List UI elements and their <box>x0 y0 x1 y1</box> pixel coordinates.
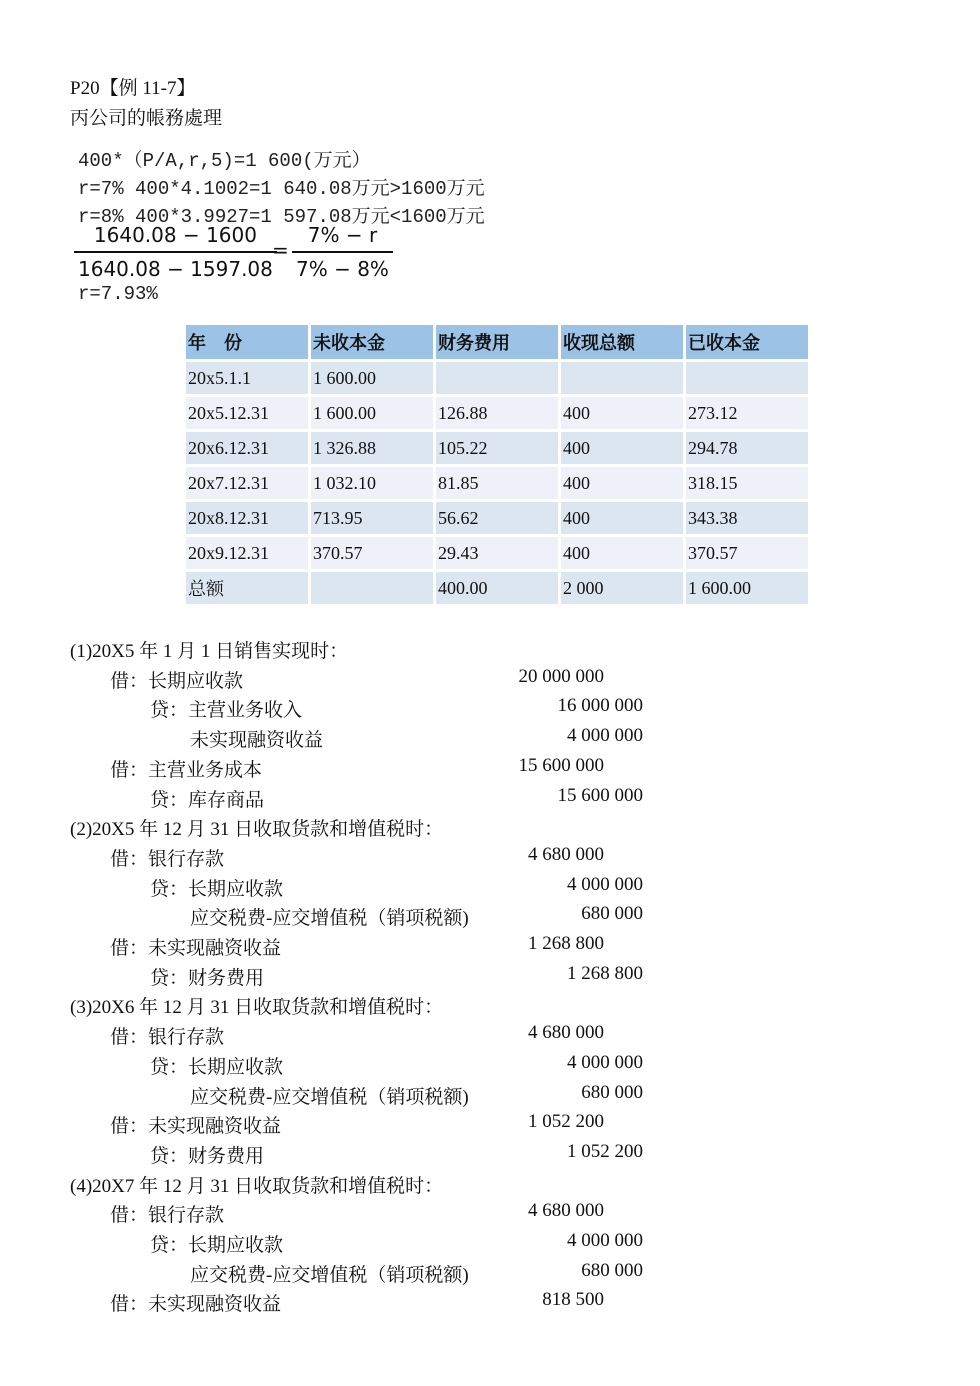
table-cell: 400 <box>561 432 683 464</box>
journal-account: 借：未实现融资收益 <box>110 1294 282 1315</box>
table-row <box>186 502 808 534</box>
credit-amount: 1 268 800 <box>567 963 643 984</box>
formula-left-fraction <box>74 222 277 282</box>
debit-amount: 1 052 200 <box>528 1111 604 1132</box>
table-cell: 20x5.1.1 <box>186 362 308 394</box>
table-cell: 20x9.12.31 <box>186 537 308 569</box>
credit-amount: 680 000 <box>581 1082 643 1103</box>
journal-account: 借：银行存款 <box>110 1027 225 1048</box>
journal-account: 应交税费-应交增值税（销项税额) <box>190 1087 469 1108</box>
table-cell: 20x8.12.31 <box>186 502 308 534</box>
formula-left-denominator: 1640.08 − 1597.08 <box>78 257 273 281</box>
table-cell: 1 600.00 <box>686 572 808 604</box>
column-header: 财务费用 <box>436 325 558 359</box>
credit-amount: 4 000 000 <box>567 725 643 746</box>
table-cell: 105.22 <box>436 432 558 464</box>
calc-line-r7: r=7% 400*4.1002=1 640.08万元>1600万元 <box>78 178 485 200</box>
table-cell: 20x5.12.31 <box>186 397 308 429</box>
table-cell <box>311 572 433 604</box>
credit-amount: 15 600 000 <box>557 785 643 806</box>
table-cell: 273.12 <box>686 397 808 429</box>
credit-amount: 4 000 000 <box>567 1052 643 1073</box>
table-cell: 370.57 <box>686 537 808 569</box>
debit-amount: 4 680 000 <box>528 1200 604 1221</box>
debit-amount: 4 680 000 <box>528 1022 604 1043</box>
credit-amount: 1 052 200 <box>567 1141 643 1162</box>
credit-amount: 680 000 <box>581 903 643 924</box>
table-cell: 56.62 <box>436 502 558 534</box>
column-header: 收现总额 <box>561 325 683 359</box>
formula-right-fraction <box>292 222 393 282</box>
table-cell: 294.78 <box>686 432 808 464</box>
journal-heading: (1)20X5 年 1 月 1 日销售实现时： <box>70 641 349 662</box>
table-cell: 400.00 <box>436 572 558 604</box>
debit-amount: 20 000 000 <box>518 666 604 687</box>
table-cell: 20x6.12.31 <box>186 432 308 464</box>
table-cell: 1 600.00 <box>311 362 433 394</box>
formula-right-denominator: 7% − 8% <box>296 257 389 281</box>
formula-right-numerator: 7% − r <box>307 223 378 247</box>
journal-heading: (4)20X7 年 12 月 31 日收取货款和增值税时： <box>70 1176 444 1197</box>
journal-heading: (3)20X6 年 12 月 31 日收取货款和增值税时： <box>70 997 444 1018</box>
debit-amount: 1 268 800 <box>528 933 604 954</box>
journal-account: 贷：长期应收款 <box>150 1057 284 1078</box>
journal-account: 借：银行存款 <box>110 1205 225 1226</box>
table-cell: 1 600.00 <box>311 397 433 429</box>
journal-account: 贷：长期应收款 <box>150 879 284 900</box>
table-row <box>186 397 808 429</box>
credit-amount: 4 000 000 <box>567 1230 643 1251</box>
journal-account: 应交税费-应交增值税（销项税额) <box>190 908 469 929</box>
column-header: 未收本金 <box>311 325 433 359</box>
table-cell: 400 <box>561 537 683 569</box>
table-cell <box>561 362 683 394</box>
table-cell: 713.95 <box>311 502 433 534</box>
example-reference: P20【例 11-7】 <box>70 78 196 99</box>
journal-account: 贷：库存商品 <box>150 790 265 811</box>
amortization-table <box>183 322 811 607</box>
table-cell: 343.38 <box>686 502 808 534</box>
table-row <box>186 467 808 499</box>
table-cell <box>436 362 558 394</box>
table-cell: 126.88 <box>436 397 558 429</box>
journal-account: 借：未实现融资收益 <box>110 938 282 959</box>
table-cell: 29.43 <box>436 537 558 569</box>
column-header: 已收本金 <box>686 325 808 359</box>
formula-left-numerator: 1640.08 − 1600 <box>93 223 257 247</box>
table-row <box>186 432 808 464</box>
journal-account: 借：银行存款 <box>110 849 225 870</box>
journal-account: 借：未实现融资收益 <box>110 1116 282 1137</box>
column-header: 年 份 <box>186 325 308 359</box>
journal-account: 贷：财务费用 <box>150 1146 265 1167</box>
table-cell: 1 032.10 <box>311 467 433 499</box>
section-subtitle: 丙公司的帳務處理 <box>70 108 223 129</box>
debit-amount: 15 600 000 <box>518 755 604 776</box>
fraction-bar <box>74 251 277 253</box>
calc-line-annuity: 400*（P/A,r,5)=1 600(万元） <box>78 150 371 172</box>
calc-result: r=7.93% <box>78 283 158 305</box>
credit-amount: 680 000 <box>581 1260 643 1281</box>
table-cell: 20x7.12.31 <box>186 467 308 499</box>
journal-account: 贷：财务费用 <box>150 968 265 989</box>
journal-account: 应交税费-应交增值税（销项税额) <box>190 1265 469 1286</box>
table-cell <box>686 362 808 394</box>
table-cell: 400 <box>561 502 683 534</box>
table-cell: 2 000 <box>561 572 683 604</box>
credit-amount: 4 000 000 <box>567 874 643 895</box>
table-cell: 81.85 <box>436 467 558 499</box>
table-cell: 总额 <box>186 572 308 604</box>
journal-account: 借：长期应收款 <box>110 671 244 692</box>
table-cell: 318.15 <box>686 467 808 499</box>
table-header-row <box>186 325 808 359</box>
table-total-row <box>186 572 808 604</box>
journal-heading: (2)20X5 年 12 月 31 日收取货款和增值税时： <box>70 819 444 840</box>
table-cell: 370.57 <box>311 537 433 569</box>
table-row <box>186 537 808 569</box>
debit-amount: 4 680 000 <box>528 844 604 865</box>
table-cell: 400 <box>561 467 683 499</box>
table-row <box>186 362 808 394</box>
debit-amount: 818 500 <box>542 1289 604 1310</box>
table-cell: 400 <box>561 397 683 429</box>
table-cell: 1 326.88 <box>311 432 433 464</box>
journal-account: 贷：主营业务收入 <box>150 700 303 721</box>
formula-equals: = <box>272 238 289 262</box>
journal-account: 借：主营业务成本 <box>110 760 263 781</box>
journal-account: 未实现融资收益 <box>190 730 324 751</box>
fraction-bar <box>292 251 393 253</box>
journal-account: 贷：长期应收款 <box>150 1235 284 1256</box>
calc-line-r8: r=8% 400*3.9927=1 597.08万元<1600万元 <box>78 206 485 228</box>
credit-amount: 16 000 000 <box>557 695 643 716</box>
